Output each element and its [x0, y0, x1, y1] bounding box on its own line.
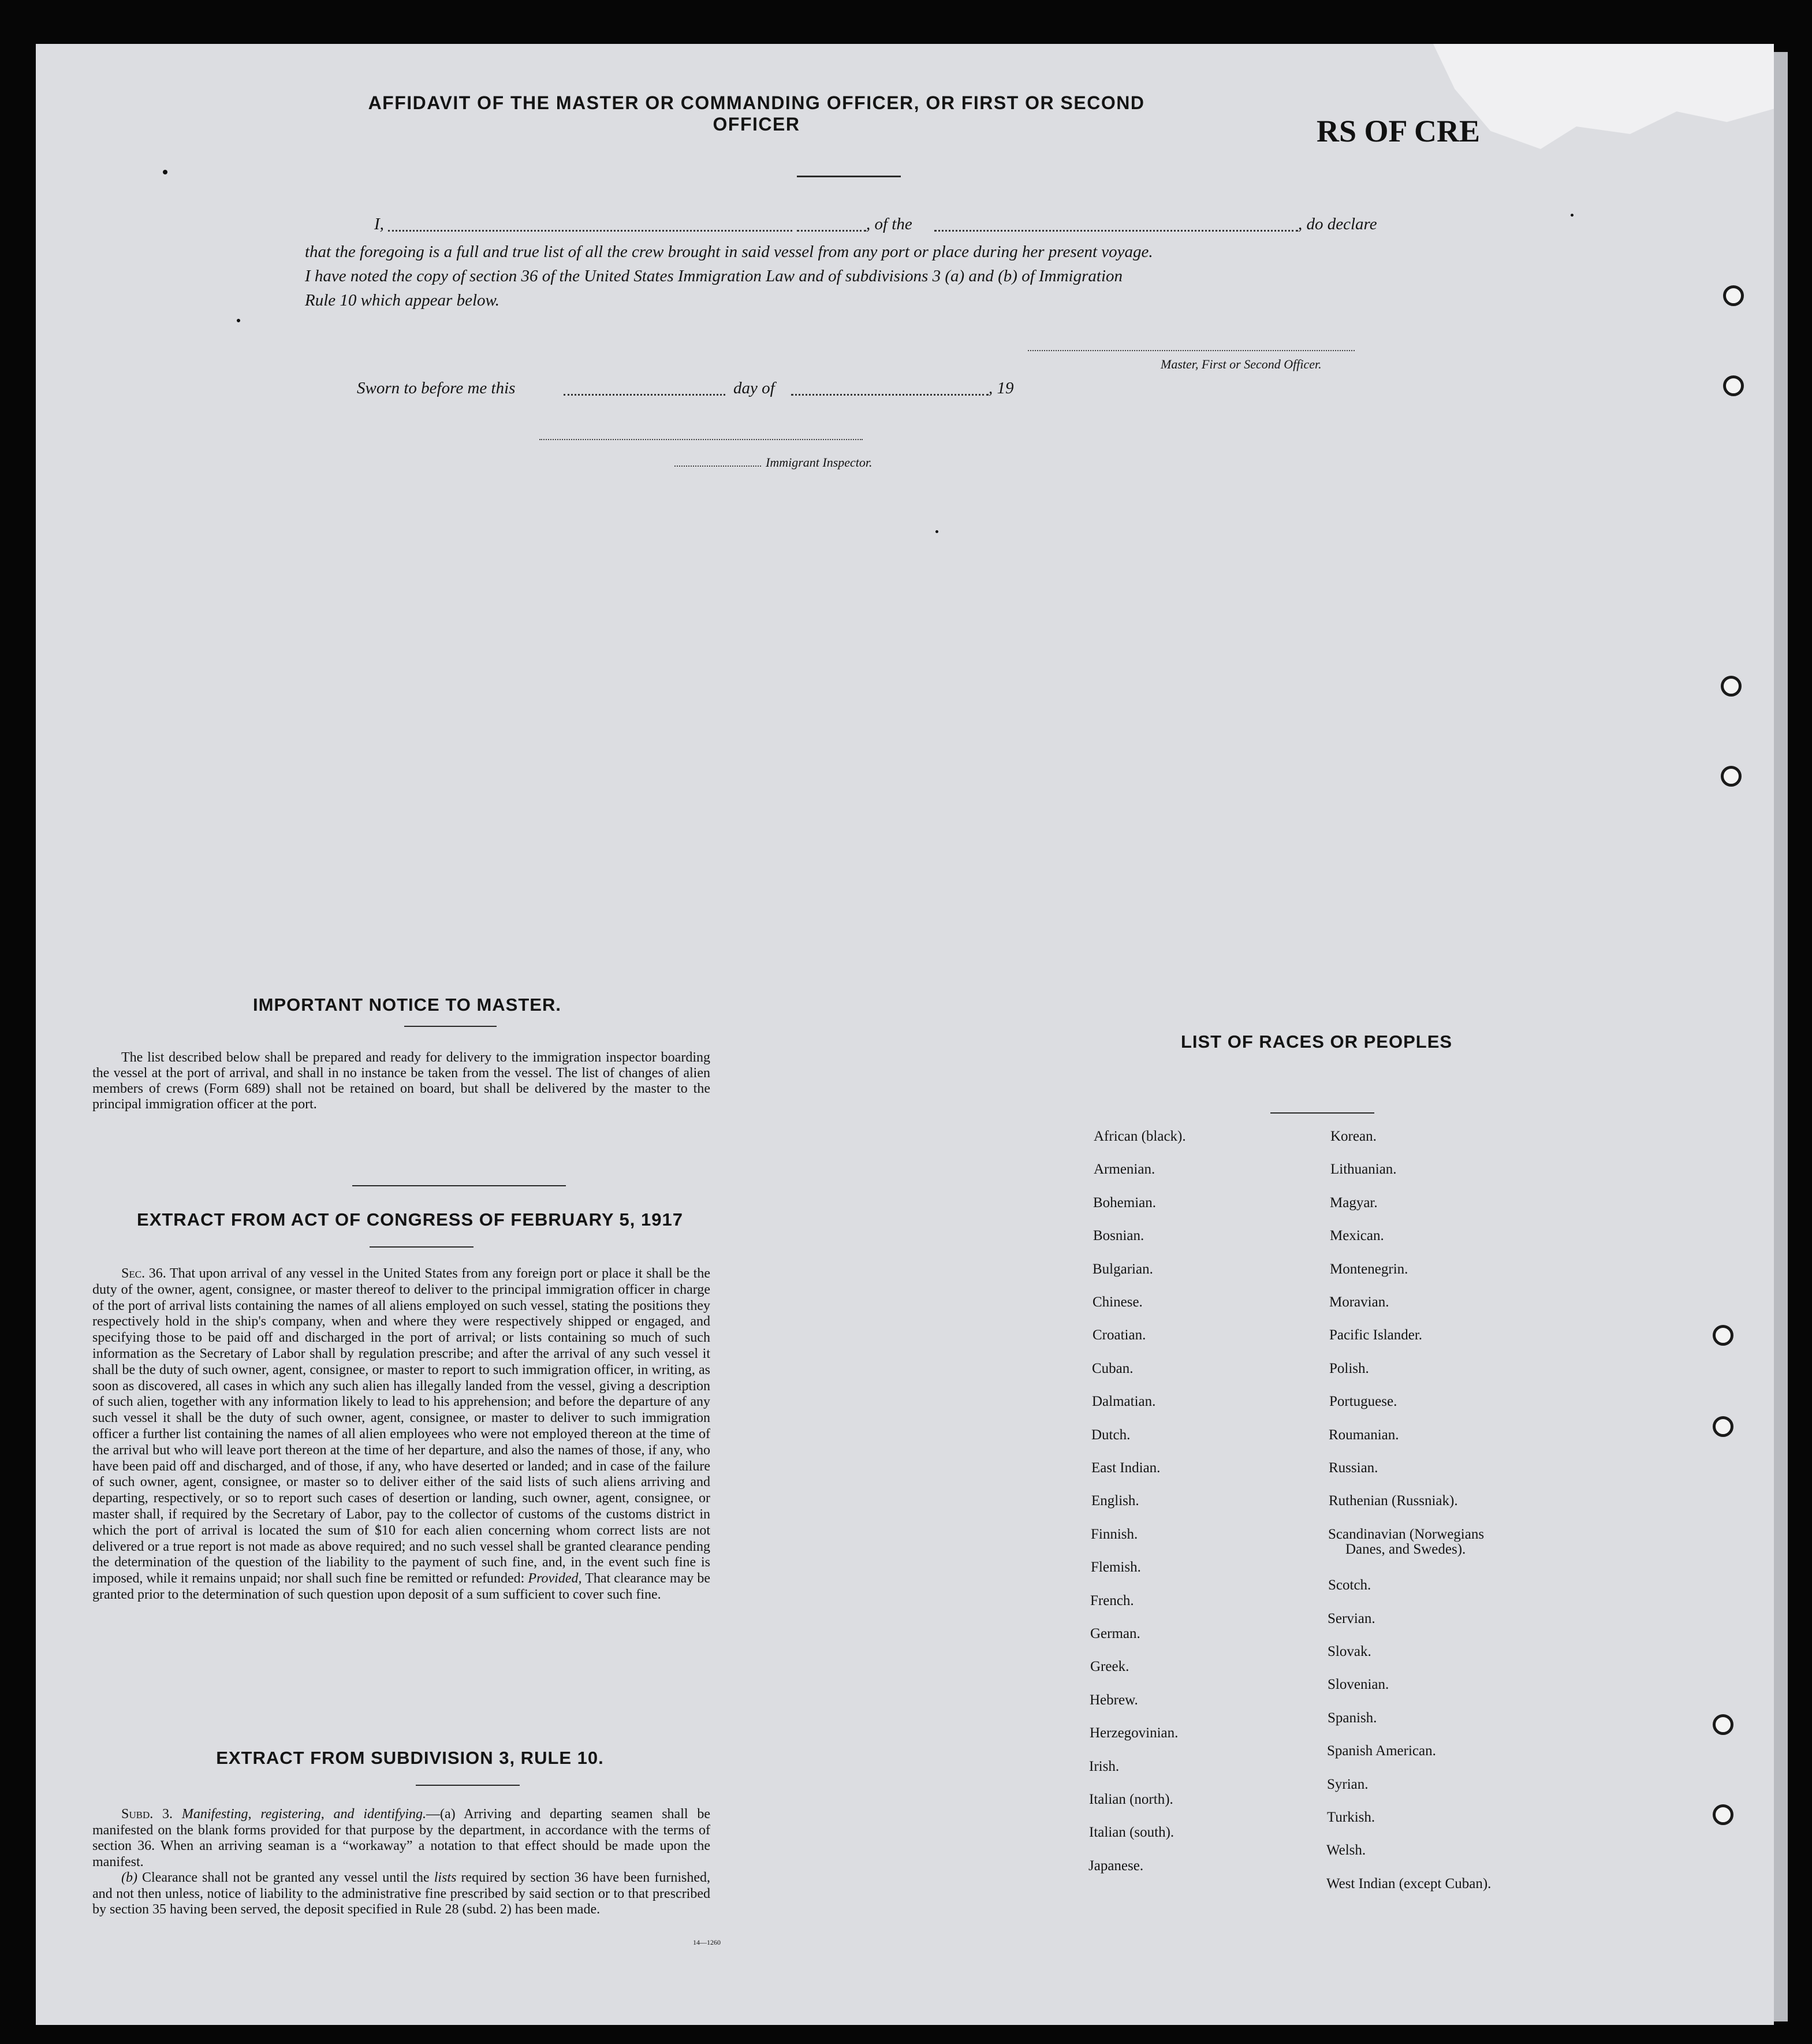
do-declare-label: , do declare	[1298, 215, 1377, 233]
race-item: Portuguese.	[1329, 1394, 1397, 1409]
race-item: Italian (north).	[1089, 1792, 1173, 1807]
race-item: Bohemian.	[1093, 1195, 1157, 1211]
races-title: LIST OF RACES OR PEOPLES	[1180, 1032, 1453, 1052]
punch-hole	[1721, 766, 1742, 787]
punch-hole	[1713, 1804, 1733, 1825]
vessel-name-field[interactable]	[934, 230, 1298, 232]
race-item: Dalmatian.	[1092, 1394, 1156, 1409]
race-item: Cuban.	[1092, 1361, 1134, 1376]
race-item: Syrian.	[1327, 1777, 1369, 1792]
act-body-end: That clearance may be granted prior to the determination of such question upon deposit of a sum sufficient to cover such fine.	[92, 1571, 711, 1602]
inspector-signature-field[interactable]	[539, 439, 863, 440]
race-item: Bulgarian.	[1093, 1261, 1153, 1277]
race-item: Scotch.	[1328, 1577, 1371, 1593]
punch-hole	[1723, 375, 1744, 396]
race-item: Pacific Islander.	[1329, 1327, 1423, 1343]
ink-speck	[163, 170, 167, 174]
race-item: Chinese.	[1093, 1294, 1143, 1310]
race-item: Hebrew.	[1090, 1692, 1138, 1708]
provided-label: Provided,	[528, 1571, 582, 1587]
punch-hole	[1713, 1714, 1733, 1735]
affiant-name-field[interactable]	[388, 230, 792, 232]
punch-hole	[1723, 285, 1744, 306]
race-item: Greek.	[1090, 1659, 1129, 1674]
punch-hole	[1713, 1416, 1733, 1437]
race-item: Lithuanian.	[1330, 1161, 1397, 1177]
sworn-month-field[interactable]	[791, 394, 989, 396]
ink-speck	[1571, 214, 1574, 217]
subd-a-label: —(a)	[426, 1807, 456, 1822]
race-item: African (black).	[1094, 1129, 1186, 1144]
inspector-caption: Immigrant Inspector.	[766, 455, 873, 470]
act-underline	[370, 1246, 473, 1248]
race-item: Spanish.	[1328, 1710, 1377, 1726]
race-item: Danes, and Swedes).	[1345, 1542, 1466, 1557]
race-item: Roumanian.	[1329, 1427, 1399, 1443]
race-item: Irish.	[1089, 1759, 1120, 1774]
notice-body: The list described below shall be prepared and ready for delivery to the immigration inspector boarding the vessel at the port of arrival, and shall in no instance be taken from the vessel. The list of changes of alien members of crews (Form 689) shall not be retained on board, but shall be delivered by the master to the principal immigration officer at the port.	[92, 1050, 710, 1112]
affidavit-line-2: that the foregoing is a full and true list of all the crew brought in said vessel from any port or place during her present voyage.	[305, 243, 1153, 261]
page-edge	[1774, 52, 1788, 2021]
race-item: German.	[1090, 1626, 1140, 1641]
race-item: Ruthenian (Russniak).	[1329, 1493, 1458, 1509]
notice-text	[92, 1050, 710, 1112]
race-item: Slovak.	[1328, 1644, 1371, 1659]
subd-b-label: (b)	[121, 1870, 137, 1885]
race-item: Moravian.	[1329, 1294, 1389, 1310]
race-item: Korean.	[1330, 1129, 1377, 1144]
ink-speck	[237, 319, 240, 322]
notice-underline	[404, 1026, 497, 1027]
race-item: Welsh.	[1326, 1842, 1366, 1858]
subdivision-underline	[416, 1785, 520, 1786]
inspector-dots	[674, 466, 761, 467]
race-item: Magyar.	[1330, 1195, 1378, 1211]
subdivision-text	[92, 1807, 710, 1918]
race-item: Japanese.	[1088, 1858, 1144, 1874]
race-item: Italian (south).	[1089, 1825, 1175, 1840]
ink-speck	[935, 530, 938, 533]
torn-heading: RS OF CRE	[1317, 114, 1481, 148]
race-item: Servian.	[1328, 1611, 1375, 1626]
race-item: Russian.	[1329, 1460, 1378, 1476]
torn-corner	[1433, 44, 1774, 194]
race-item: Mexican.	[1330, 1228, 1384, 1243]
section-label: Sec. 36.	[121, 1266, 166, 1281]
race-item: Slovenian.	[1328, 1677, 1389, 1692]
race-item: Spanish American.	[1327, 1743, 1436, 1759]
subd-a-text: Arriving and departing seamen shall be manifested on the blank forms provided for that purpose by the department, in accordance with the terms of section 36. When an arriving seaman is a “workaway” a notation to that effect should be made upon the manifest.	[92, 1807, 710, 1870]
subdivision-b	[92, 1870, 710, 1918]
affiant-label: I,	[374, 215, 384, 233]
race-item: English.	[1091, 1493, 1139, 1509]
race-item: Croatian.	[1093, 1327, 1146, 1343]
subd-b-text-1: Clearance shall not be granted any vessel until the	[142, 1870, 430, 1885]
act-body: That upon arrival of any vessel in the United States from any foreign port or place it shall be the duty of the owner, agent, consignee, or master thereof to deliver to the principal immigration officer in charge of the port of arrival lists containing the names of all aliens employed on such vessel, stating the positions they respectively hold in the ship's company, when and where they were respectively shipped or engaged, and specifying those to be paid off and discharged in the port of arrival; or lists containing so much of such information as the Secretary of Labor shall by regulation prescribe; and after the arrival of any such vessel it shall be the duty of such owner, agent, consignee, or master to report to such immigration officer, in writing, as soon as discovered, all cases in which any such alien has illegally landed from the vessel, giving a description of such alien, together with any information likely to lead to his apprehension; and before the departure of any such vessel it shall be the duty of such owner, agent, consignee, or master to deliver to such immigration officer a further list containing the names of all alien employees who were not employed thereon at the time of the arrival but who will leave port thereon at the time of her departure, and also the names of those, if any, who have been paid off and discharged, and of those, if any, who have deserted or landed; and in case of the failure of such owner, agent, consignee, or master so to deliver either of the said lists of such aliens arriving and departing, respectively, or so to report such cases of desertion or landing, such owner, agent, consignee, or master shall, if required by the Secretary of Labor, pay to the collector of customs of the customs district in which the port of arrival is located the sum of $10 for each alien concerning whom correct lists are not delivered or a true report is not made as above required; and no such vessel shall be granted clearance pending the determination of the question of the liability to the payment of such fine, and, in the event such fine is imposed, while it remains unpaid; nor shall such fine be remitted or refunded:	[92, 1266, 710, 1587]
sworn-day-field[interactable]	[564, 394, 725, 396]
subd-label: Subd. 3.	[121, 1807, 173, 1822]
race-item: Scandinavian (Norwegians	[1328, 1527, 1485, 1542]
title-underline	[797, 176, 901, 177]
act-text	[92, 1266, 710, 1603]
race-item: Bosnian.	[1093, 1228, 1144, 1243]
of-the-label: , of the	[866, 215, 912, 233]
form-number: 14—1260	[693, 1938, 721, 1946]
section-divider	[352, 1185, 566, 1186]
race-item: French.	[1090, 1593, 1134, 1609]
act-title: EXTRACT FROM ACT OF CONGRESS OF FEBRUARY 5, 1917	[137, 1209, 683, 1230]
subd-b-text-2: required by section 36 have been furnished, and not then unless, notice of liability to the administrative fine prescribed by said section or to that prescribed by section 35 having been served, the deposit specified in Rule 28 (subd. 2) has been made.	[92, 1870, 711, 1917]
race-item: Dutch.	[1091, 1427, 1131, 1443]
race-item: Armenian.	[1094, 1161, 1155, 1177]
race-item: Flemish.	[1091, 1559, 1141, 1575]
race-item: Montenegrin.	[1330, 1261, 1408, 1277]
race-item: Turkish.	[1327, 1810, 1375, 1825]
subdivision-title: EXTRACT FROM SUBDIVISION 3, RULE 10.	[216, 1748, 604, 1768]
notice-title: IMPORTANT NOTICE TO MASTER.	[253, 995, 561, 1015]
race-item: West Indian (except Cuban).	[1326, 1876, 1492, 1892]
affidavit-title: AFFIDAVIT OF THE MASTER OR COMMANDING OFFICER, OR FIRST OR SECOND OFFICER	[368, 92, 1145, 135]
master-signature-field[interactable]	[1028, 350, 1355, 351]
race-item: Polish.	[1329, 1361, 1369, 1376]
subd-heading: Manifesting, registering, and identifying.	[181, 1807, 426, 1822]
day-of-label: day of	[733, 379, 775, 397]
year-label: , 19	[989, 379, 1014, 397]
punch-hole	[1713, 1325, 1733, 1346]
race-item: Herzegovinian.	[1090, 1725, 1179, 1741]
sworn-label: Sworn to before me this	[357, 379, 516, 397]
race-item: East Indian.	[1091, 1460, 1161, 1476]
affidavit-line-3: I have noted the copy of section 36 of the United States Immigration Law and of subdivisions 3 (a) and (b) of Immigration	[305, 267, 1123, 285]
subd-b-lists: lists	[434, 1870, 457, 1885]
races-underline	[1270, 1112, 1374, 1114]
affiant-rank-field[interactable]	[797, 230, 866, 232]
affidavit-line-4: Rule 10 which appear below.	[305, 291, 499, 310]
subdivision-a	[92, 1807, 710, 1870]
punch-hole	[1721, 676, 1742, 697]
race-item: Finnish.	[1091, 1527, 1138, 1542]
master-caption: Master, First or Second Officer.	[1161, 357, 1322, 371]
